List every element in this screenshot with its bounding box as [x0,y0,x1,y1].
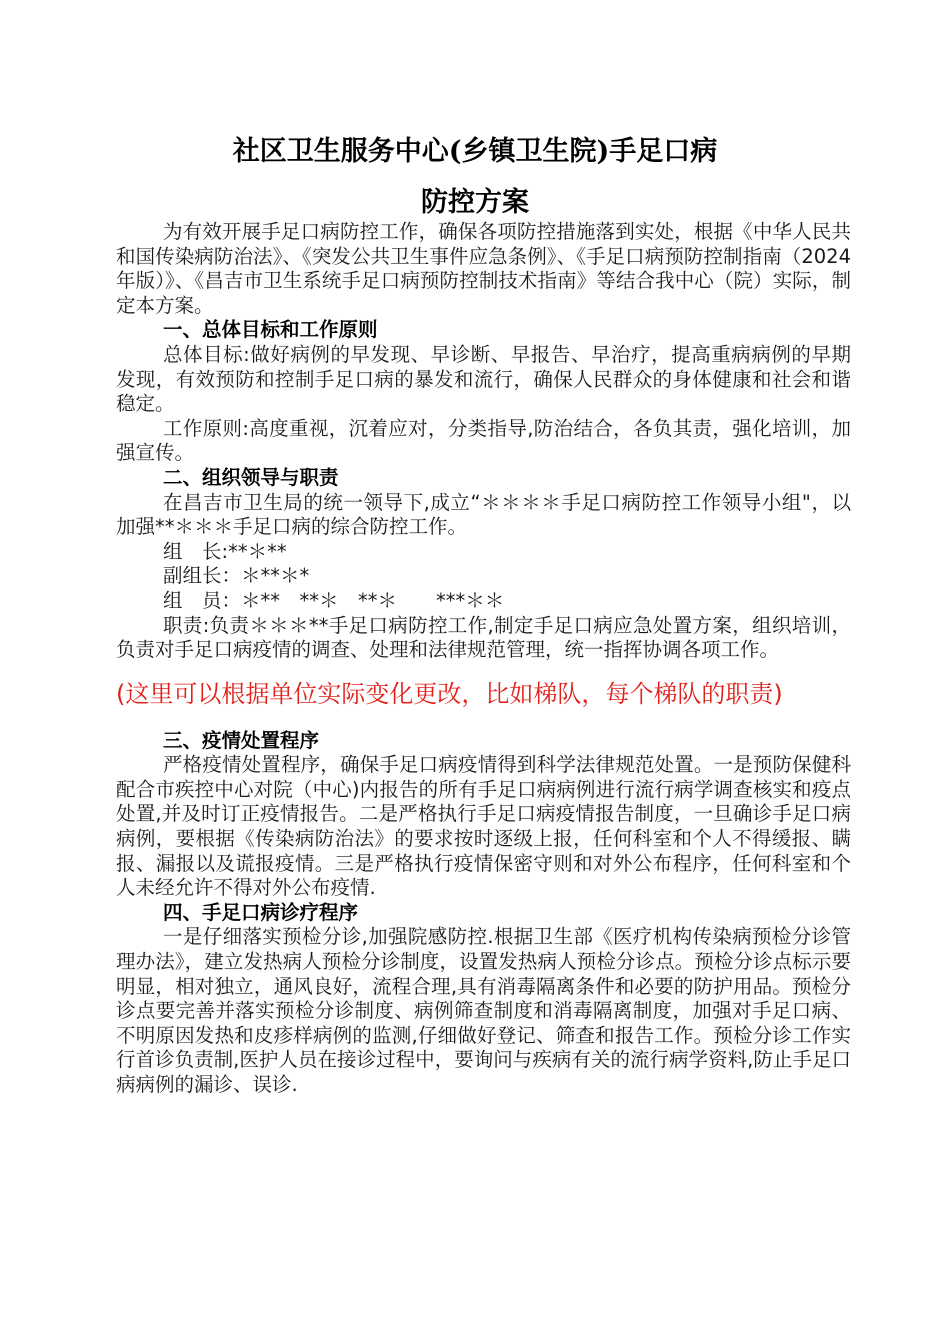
section1-goal: 总体目标:做好病例的早发现、早诊断、早报告、早治疗，提高重病病例的早期发现，有效预防和控制手足口病的暴发和流行，确保人民群众的身体健康和社会和谐稳定。 [116,342,851,416]
section2-intro: 在昌吉市卫生局的统一领导下,成立“＊＊＊＊手足口病防控工作领导小组"，以加强**＊＊＊手足口病的综合防控工作。 [116,490,851,539]
section3-text: 严格疫情处置程序，确保手足口病疫情得到科学法律规范处置。一是预防保健科配合市疾控中心对院（中心)内报告的所有手足口病病例进行流行病学调查核实和疫点处置,并及时订正疫情报告。二是严格执行手足口病疫情报告制度，一旦确诊手足口病病例，要根据《传染病防治法》的要求按时逐级上报，任何科室和个人不得缓报、瞒报、漏报以及谎报疫情。三是严格执行疫情保密守则和对外公布程序，任何科室和个人未经允许不得对外公布疫情. [116,753,851,900]
section4-text: 一是仔细落实预检分诊,加强院感防控.根据卫生部《医疗机构传染病预检分诊管理办法》，建立发热病人预检分诊制度，设置发热病人预检分诊点。预检分诊点标示要明显，相对独立，通风良好，流程合理,具有消毒隔离条件和必要的防护用品。预检分诊点要完善并落实预检分诊制度、病例筛查制度和消毒隔离制度，加强对手足口病、不明原因发热和皮疹样病例的监测,仔细做好登记、筛查和报告工作。预检分诊工作实行首诊负责制,医护人员在接诊过程中，要询问与疾病有关的流行病学资料,防止手足口病病例的漏诊、误诊. [116,925,851,1096]
red-editor-note: (这里可以根据单位实际变化更改，比如梯队，每个梯队的职责) [116,679,783,708]
document-title-line1: 社区卫生服务中心(乡镇卫生院)手足口病 [232,136,718,167]
section2-heading: 二、组织领导与职责 [163,465,339,489]
section3-heading: 三、疫情处置程序 [163,728,320,752]
section2-members: 组 员：＊** **＊ **＊ ***＊＊ [163,588,505,612]
document-body [116,220,851,1098]
document-title-line2: 防控方案 [421,187,529,218]
section2-leader: 组 长:**＊** [163,539,287,563]
intro-paragraph: 为有效开展手足口病防控工作，确保各项防控措施落到实处，根据《中华人民共和国传染病防治法》、《突发公共卫生事件应急条例》、《手足口病预防控制指南（2024年版）》、《昌吉市卫生系统手足口病预防控制技术指南》等结合我中心（院）实际，制定本方案。 [116,220,851,317]
section2-duty: 职责:负责＊＊＊**手足口病防控工作,制定手足口病应急处置方案，组织培训，负责对手足口病疫情的调查、处理和法律规范管理，统一指挥协调各项工作。 [116,613,851,662]
section2-deputy: 副组长：＊**＊* [163,564,310,588]
section4-heading: 四、手足口病诊疗程序 [163,900,359,924]
section1-heading: 一、总体目标和工作原则 [163,318,378,342]
section1-principle: 工作原则:高度重视，沉着应对，分类指导,防治结合，各负其责，强化培训，加强宣传。 [116,416,851,465]
